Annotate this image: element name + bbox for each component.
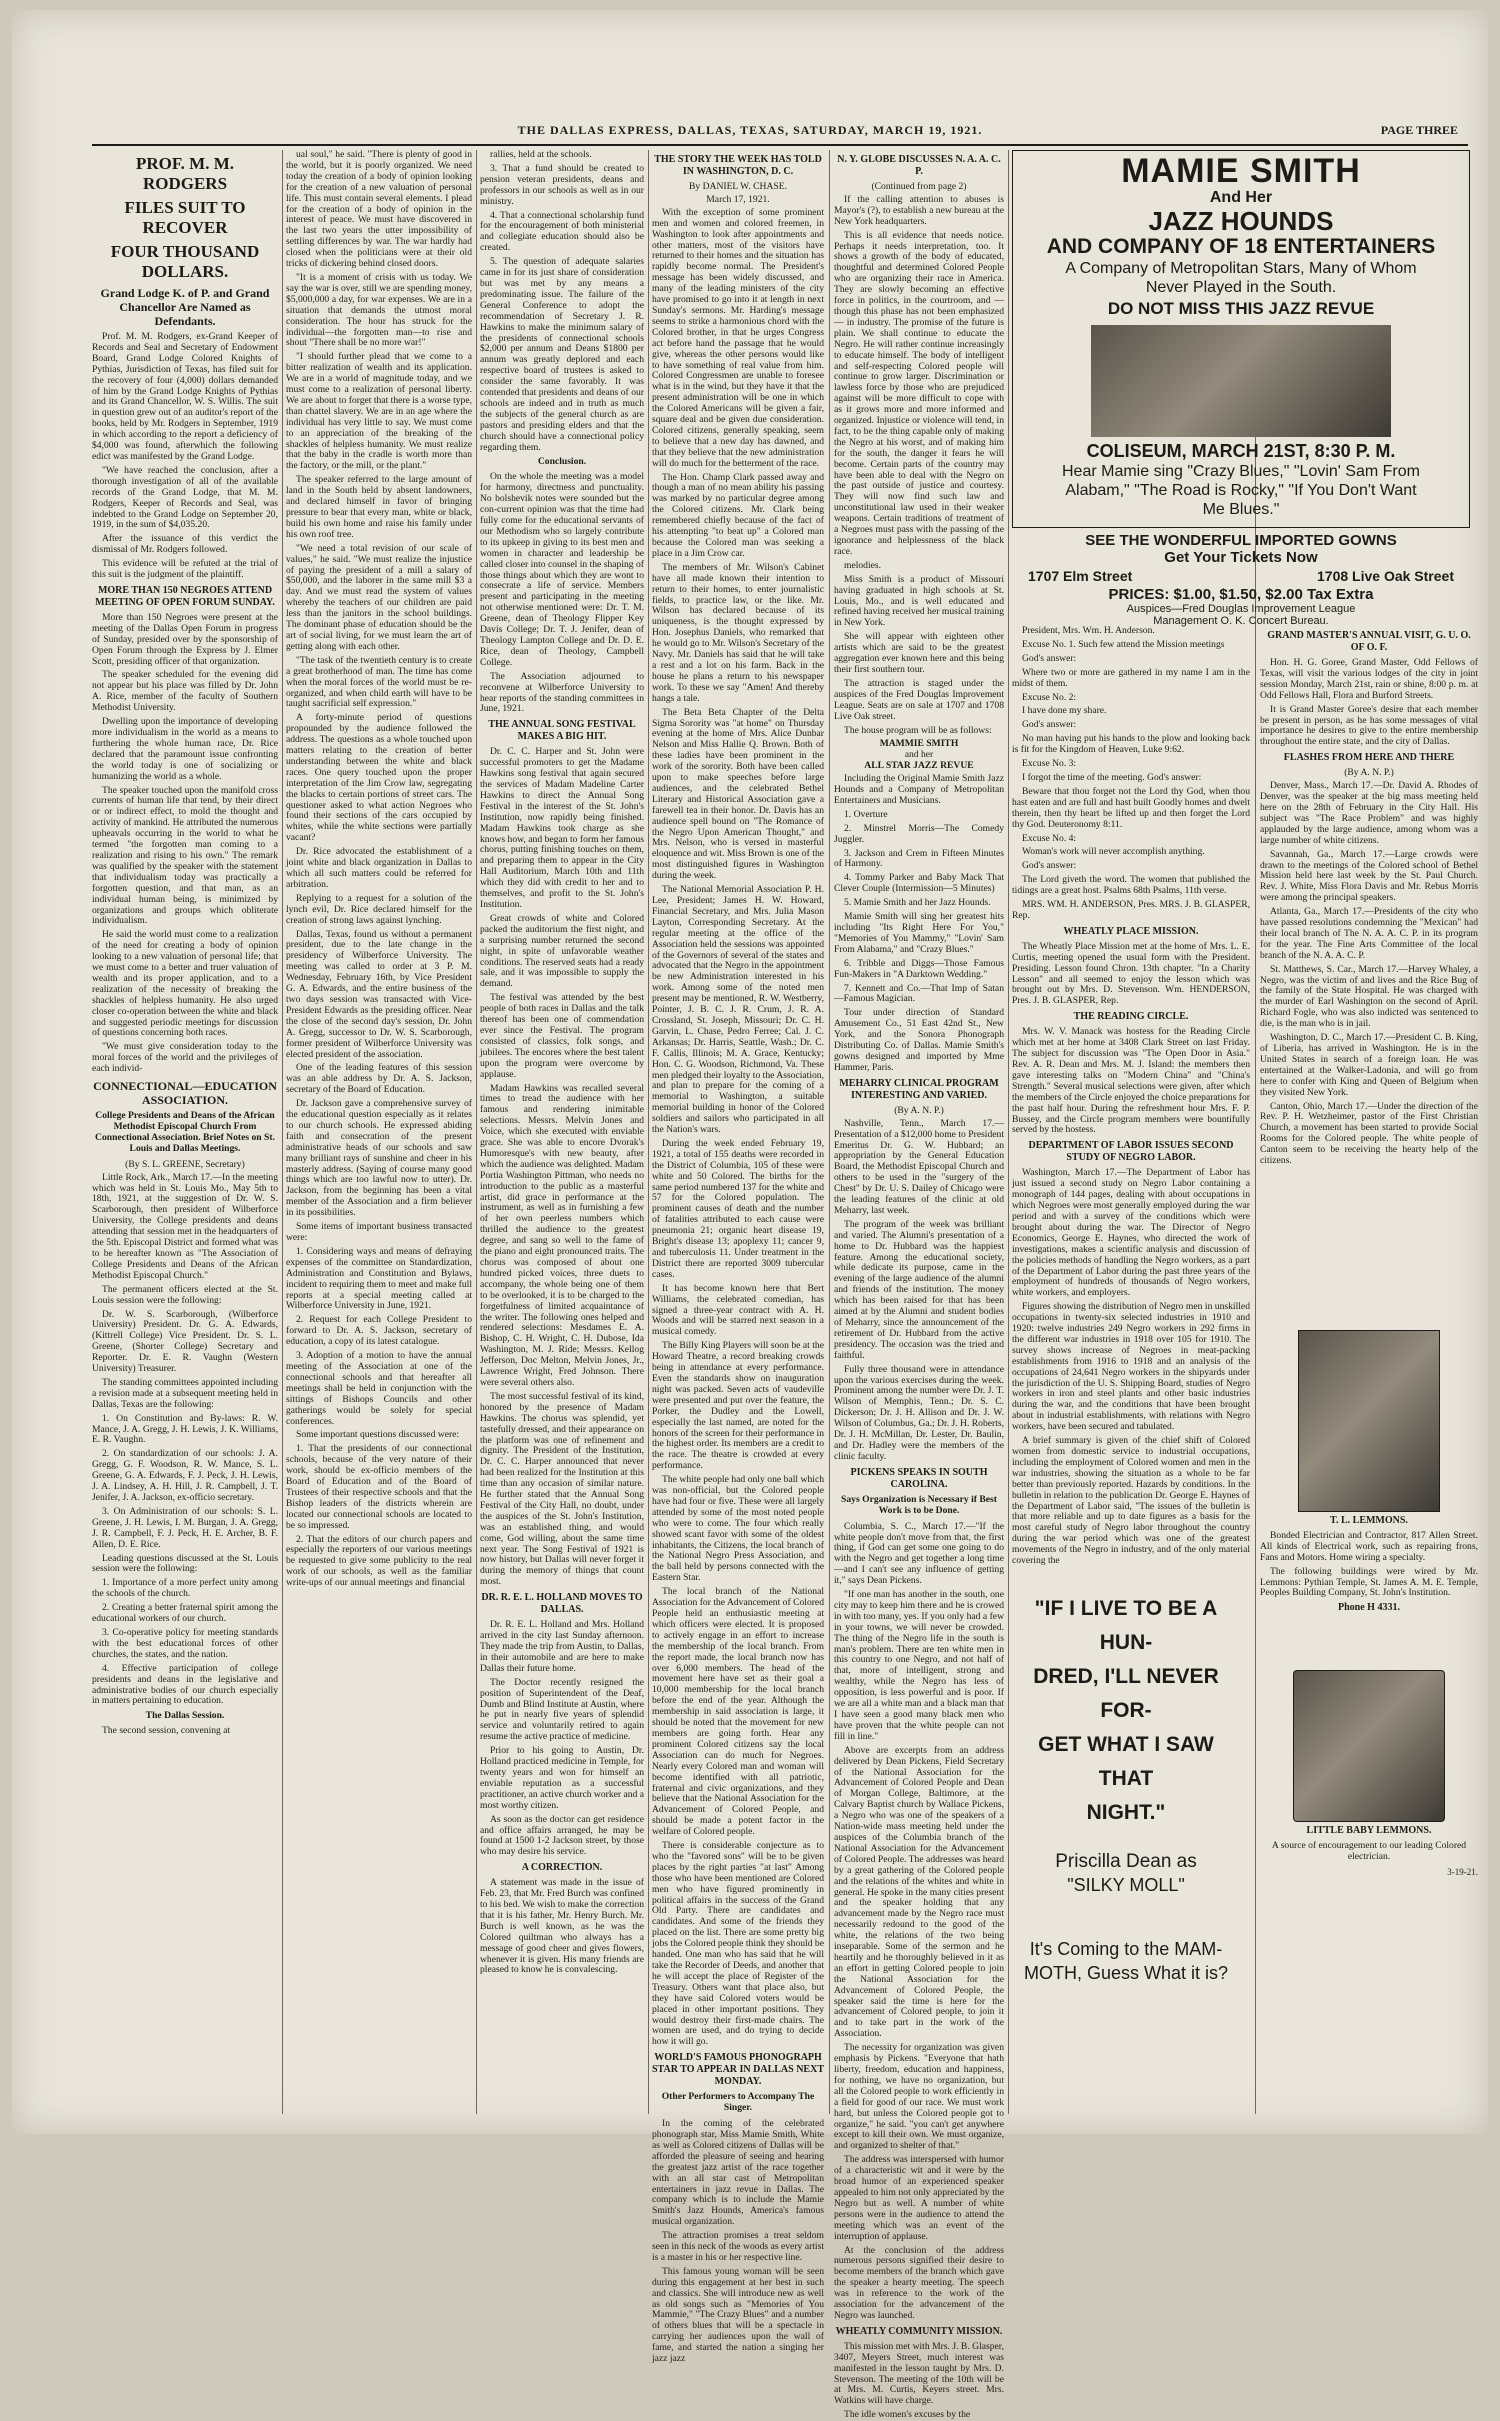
masthead-rule — [92, 144, 1468, 146]
paragraph: "We have reached the conclusion, after a thorough investigation of all of the available records of the Grand Lodge, that M. M. Rodgers, Keeper of Records and Seal, was indebted to the Grand Lodge on September 20, 1919, in the sum of $4,035.20. — [92, 464, 278, 531]
paragraph: I have done my share. — [1022, 705, 1107, 717]
headline: FILES SUIT TO RECOVER — [124, 198, 246, 237]
paragraph: The most successful festival of its kind, honored by the presence of Madam Hawkins. The chorus was splendid, yet tastefully dressed, and their appearance on the platform was one of refinement and dignity. The President of the Institution, Dr. C. C. Harper announced that never had been realized for the Institution at this time than any occasion of similar nature. He further stated that the Annual Song Festival of the City Hall, no doubt, under the auspices of the St. John's Institution, was an established thing, and would come, God willing, about the same time next year. The Song Festival of 1921 is now history, but Dallas will never forget it during the memory of things that count most. — [480, 1390, 644, 1588]
paragraph: During the week ended February 19, 1921, a total of 155 deaths were recorded in the District of Columbia, 105 of these were white and 50 Colored. The births for the same period numbered 137 for the white and 57 for the Colored population. The prominent causes of death and the number of fatalities attributed to each cause were pneumonia 21; organic heart disease 19, Bright's disease 13; apoplexy 11; cancer 9, and tuberculosis 11. Under treatment in the District there are reported 3009 tubercular cases. — [652, 1137, 824, 1280]
ad-songs: Me Blues." — [1202, 501, 1280, 518]
ad-coming: MOTH, Guess What it is? — [1023, 1963, 1229, 1983]
paragraph: Woman's work will never accomplish anything. — [1022, 846, 1205, 858]
paragraph: Prior to his going to Austin, Dr. Holland practiced medicine in Temple, for twenty years and won for himself an enviable reputation as a successful practitioner, an active church worker and a most worthy citizen. — [480, 1745, 644, 1811]
headline: PICKENS SPEAKS IN SOUTH CAROLINA. — [850, 1466, 988, 1490]
paragraph: 1. Importance of a more perfect unity among the schools of the church. — [92, 1577, 278, 1600]
headline: A CORRECTION. — [521, 1862, 603, 1874]
paragraph: The attraction promises a treat seldom seen in this neck of the woods as every artist is a master in his or her respective line. — [652, 2230, 824, 2263]
paragraph: The following buildings were wired by Mr. Lemmons: Pythian Temple, St. James A. M. E. Temple, Peoples Building Company, St. John's Institution. — [1260, 1565, 1478, 1599]
paragraph: "We must give consideration today to the moral forces of the world and the privileges of each individ- — [92, 1041, 278, 1075]
photo-caption: A source of encouragement to our leading Colored electrician. — [1271, 1839, 1467, 1862]
paragraph: The Doctor recently resigned the position of Superintendent of the Deaf, Dumb and Blind Institute at Austin, where he put in nearly five years of splendid service and voluntarily retired to again resume the active practice of medicine. — [480, 1676, 644, 1743]
subheadline: Grand Lodge K. of P. and Grand Chancellor Are Named as Defendants. — [100, 286, 270, 328]
continued-note: (Continued from page 2) — [871, 181, 967, 192]
paragraph: 4. Effective participation of college presidents and deans in the legislative and administrative bodies of our church especially in matters pertaining to education. — [92, 1662, 278, 1707]
subheadline: Says Organization is Necessary if Best Work is to be Done. — [841, 1493, 997, 1516]
ad-gowns: SEE THE WONDERFUL IMPORTED GOWNS — [1085, 532, 1397, 549]
paragraph: On the whole the meeting was a model for harmony, directness and punctuality. No bolshevik notes were sounded but the con-current opinion was that the time had fully come for the educational servants of our Methodism who so largely contribute to its upkeep in giving to its best men and women in character and leadership be called closer into counsel in the shaping of those things about which they are wont to consecrate a life of service. Members present and participating in the meeting not otherwise mentioned were: Dr. T. M. Greene, dean of Theology Flipper Key Davis College; Dr. T. J. Jenifer, dean of Theology Lampton College and Dr. D. E. Rice, dean of Theology, Campbell College. — [480, 471, 644, 668]
paragraph: Excuse No. 4: — [1022, 832, 1077, 844]
paragraph: MRS. WM. H. ANDERSON, Pres. MRS. J. B. GLASPER, Rep. — [1012, 899, 1250, 921]
headline: WHEATLY COMMUNITY MISSION. — [835, 2325, 1003, 2337]
paragraph: The necessity for organization was given emphasis by Pickens. "Everyone that hath liberty, freedom, education and happiness, for nothing, we have no organization, but all the Colored people to work efficiently in a field for good of our race. We must work hard, but unless the Colored people got to organize," he said. "you can't get anywhere except to kill their own. We must organize, and organized to shelter of that." — [834, 2042, 1004, 2152]
program-item: 4. Tommy Parker and Baby Mack That Clever Couple (Intermission—5 Minutes) — [834, 872, 1004, 895]
paragraph: Hon. H. G. Goree, Grand Master, Odd Fellows of Texas, will visit the various lodges of the city in joint session Monday, March 21st, rain or shine, 8:00 p. m. at Odd Fellows Hall, Flora and Burford Streets. — [1260, 657, 1478, 701]
paragraph: Mamie Smith will sing her greatest hits including "Its Right Here For You," "Memories of You Mammy," "Lovin' Sam From Alabama," and "Crazy Blues." — [834, 911, 1004, 955]
paragraph: 2. Creating a better fraternal spirit among the educational workers of our church. — [92, 1602, 278, 1625]
section-heading: Conclusion. — [537, 456, 587, 468]
byline: (By A. N. P.) — [894, 1104, 944, 1116]
dateline: March 17, 1921. — [706, 193, 770, 205]
paragraph: 3. On Administration of our schools: S. L. Greene, J. H. Lewis, I. M. Burgan, J. A. Gregg, J. R. Campbell, F. J. Peck, H. E. Archer, B. F. Allen, D. E. Rice. — [92, 1505, 278, 1550]
paragraph: "I should further plead that we come to a bitter realization of wealth and its application. We are in a world of magnitude today, and we must come to a realization of personal liberty. We are about to forget that there is a worse type, than chattel slavery. We are in an age where the individual has very little to say. We must come to an appreciation of the breaking of the shackles of helpless humanity. We must realize that the baby in the cradle is worth more than the factory, or the mill, or the plant." — [286, 351, 472, 472]
column-4 — [652, 150, 824, 2365]
headline: PROF. M. M. RODGERS — [135, 154, 235, 193]
ad-line: Never Played in the South. — [1145, 279, 1337, 296]
paragraph: St. Matthews, S. Car., March 17.—Harvey Whaley, a Negro, was the victim of and lives and the Rice Bug of the family of the State Hospital. He was charged with the murder of Earl Washington on the second of April. Richard Fogle, who was also indicted was sentenced to die, is the man who is in jail. — [1260, 963, 1478, 1030]
lemmons-section — [1260, 1326, 1478, 1656]
paragraph: With the exception of some prominent men and women and colored freemen, in Washington to look after appointments and other matters, most of the visitors have returned to their homes and the situation has rapidly become normal. The President's message has been widely discussed, and many of the leading ministers of the city have promised to go into it at length in next Sunday's sermons. Mr. Harding's message seems to strike a harmonious chord with the Colored brother, in that he urges Congress act before hand the passage that he would give, whereas the other persons would like to have something of real value from him. Colored Congressmen are unable to foresee what is in the wind, but they have it that the present administration will be one in which the Colored Americans will be given a fair, square deal and be given due consideration. Colored citizens, generally speaking, seem to believe that a new day has dawned, and that they believe that the new administration will do much for the betterment of the race. — [652, 206, 824, 469]
paragraph: 3. Adoption of a motion to have the annual meeting of the Association at one of the connectional schools and that hereafter all meetings shall be held in conjunction with the sittings of Bishops Councils and other gatherings would be solely for special conferences. — [286, 1350, 472, 1427]
ad-quote-line: NIGHT." — [1086, 1801, 1166, 1824]
program-item: 1. Overture — [844, 808, 888, 820]
paragraph: President, Mrs. Wm. H. Anderson. — [1022, 625, 1155, 636]
paragraph: The Association adjourned to reconvene at Wilberforce University to hear reports of the standing committees in June, 1921. — [480, 670, 644, 715]
ad-headline: MAMIE SMITH — [1121, 152, 1361, 190]
paragraph: "The task of the twentieth century is to create a great brotherhood of man. The time has come when the moral forces of the world must be re-organized, and when child earth will have to be taught sacrificial self expression." — [286, 654, 472, 710]
paragraph: I forgot the time of the meeting. God's answer: — [1022, 771, 1202, 783]
paragraph: Figures showing the distribution of Negro men in unskilled occupations in twenty-six selected industries in 1910 and 1920: twelve industries 249 Negro workers in 292 firms in the different war industries in 1918 over 105 for 1910. The survey shows increase of Negroes in meat-packing establishments from 1916 to 1918 and an analysis of the occupations of 24,641 Negro workers in the shipyards under the jurisdiction of the U. S. Shipping Board, studies of Negro workers in iron and steel plants and other basic industries during the war, and the conditions that have been brought about in industrial establishments, with relations with Negro workers, have been secured and tabulated. — [1012, 1301, 1250, 1433]
paragraph: Washington, March 17.—The Department of Labor has just issued a second study on Negro Labor containing a monograph of 144 pages, dealing with about occupations in which Negroes were most generally employed during the war period and with a survey of the conditions which were brought about during the war. The Director of Negro Economics, George E. Haynes, who directed the work of investigations, makes a scientific analysis and discussion of the policies methods of handling the Negro workers, as a part of the Department of Labor during the past three years of the employment of hundreds of thousands of Negro workers, white workers, and employers. — [1012, 1167, 1250, 1299]
byline: (By A. N. P.) — [1344, 767, 1394, 779]
ad-songs: Alabam," "The Road is Rocky," "If You Don't Want — [1065, 482, 1417, 499]
paragraph: God's answer: — [1022, 719, 1077, 731]
ad-quote-line: DRED, I'LL NEVER FOR- — [1033, 1665, 1219, 1722]
ad-venue: COLISEUM, MARCH 21ST, 8:30 P. M. — [1086, 441, 1396, 461]
paragraph: More than 150 Negroes were present at the meeting of the Dallas Open Forum in progress of Sunday, presided over by the sponsorship of Open Forum through the Express by J. Elmer Scott, presiding officer of that organization. — [92, 611, 278, 667]
paragraph: It has become known here that Bert Williams, the celebrated comedian, has signed a three-year contract with A. H. Woods and will be starred next season in a musical comedy. — [652, 1282, 824, 1338]
paragraph: The permanent officers elected at the St. Louis session were the following: — [92, 1283, 278, 1306]
headline: N. Y. GLOBE DISCUSSES N. A. A. C. P. — [837, 154, 1001, 177]
ad-company: AND COMPANY OF 18 ENTERTAINERS — [1046, 235, 1436, 258]
paragraph: A brief summary is given of the chief shift of Colored women from domestic service to industrial occupations, including the employment of Colored women and men in the war industries, showing the situation as a whole to be far better than previously reported. Hazards by conditions. In the bulletin in relation to the publication Dr. George E. Haynes of the Department of Labor said, "The issues of the bulletin is that more reliable and up to date figures as a basis for the most careful study of Negro labor throughout the country during the war period which was one of the greatest movements of the Negro in industry, and of the only material covering the — [1012, 1435, 1250, 1567]
ad-address: 1707 Elm Street — [1028, 568, 1133, 584]
section-heading: The Dallas Session. — [145, 1710, 225, 1722]
program-heading: MAMMIE SMITH — [879, 738, 959, 750]
page-number: PAGE THREE — [1380, 123, 1458, 137]
phone-number: Phone H 4331. — [1338, 1602, 1400, 1614]
paragraph: No man having put his hands to the plow and looking back is fit for the Kingdom of Heaven, Luke 9:62. — [1012, 733, 1250, 756]
ad-tickets: Get Your Tickets Now — [1164, 549, 1318, 566]
paragraph: The Wheatly Place Mission met at the home of Mrs. L. E. Curtis, meeting opened the usual form with the President. Presiding. Lesson found Chron. 13th chapter. "In a Charity Lesson" and all seemed to enjoy the lesson which was brought out by Mrs. D. Stevenson. Wm. HENDERSON, Pres. J. B. GLASPER, Rep. — [1012, 940, 1250, 1007]
paragraph: At the conclusion of the address numerous persons signified their desire to become members of the branch which gave the speaker a hearty meeting. The speech was in reference to the work of the association for the advancement of the Negro was launched. — [834, 2244, 1004, 2321]
headline: WORLD'S FAMOUS PHONOGRAPH STAR TO APPEAR IN DALLAS NEXT MONDAY. — [652, 2052, 824, 2088]
photo-caption: T. L. LEMMONS. — [1330, 1515, 1408, 1526]
paragraph: Denver, Mass., March 17.—Dr. David A. Rhodes of Denver, was the speaker at the big mass meeting held here on the 28th of February in the City Hall. His subject was "The Race Problem" and was highly applauded by the large audience, among whom was a large number of white citizens. — [1260, 780, 1478, 846]
paragraph: Dr. Rice advocated the establishment of a joint white and black organization in Dallas to which all such matters could be referred for arbitration. — [286, 846, 472, 890]
ad-auspices: Auspices—Fred Douglas Improvement League — [1126, 603, 1356, 615]
lemmons-portrait-photo — [1298, 1330, 1440, 1512]
paragraph: Excuse No. 2: — [1022, 691, 1077, 703]
paragraph: This mission met with Mrs. J. B. Glasper, 3407, Meyers Street, much interest was manifested in the lesson taught by Mrs. D. Stevenson. The meeting of the 10th will be at Mrs. M. Curtis, Keyers street. Mrs. Watkins will have charge. — [834, 2340, 1004, 2407]
headline: THE STORY THE WEEK HAS TOLD IN WASHINGTON, D. C. — [654, 154, 822, 177]
column-divider — [648, 150, 649, 2114]
baby-lemmons-section — [1260, 1666, 1478, 1912]
paragraph: The idle women's excuses by the — [844, 2409, 971, 2421]
ad-management: Management O. K. Concert Bureau. — [1153, 615, 1329, 627]
paragraph: 1. On Constitution and By-laws: R. W. Mance, J. A. Gregg, J. H. Lewis, J. K. Williams, E. R. Vaughn. — [92, 1412, 278, 1446]
paragraph: 1. That the presidents of our connectional schools, because of the very nature of their work, should be ex-officio members of the Board of Education and of the Board of Trustees of their respective schools and that the Bishop leaders of the districts wherein are located our connectional schools are located to be so impressed. — [286, 1443, 472, 1531]
paragraph: The local branch of the National Association for the Advancement of Colored People held an enthusiastic meeting at which officers were elected. It is proposed to actively engage in an effort to increase the membership of the local branch. From the report made, the local branch now has over 6,000 members. The head of the movement here have set as their goal a 10,000 membership for the local branch before the end of the year. Although the membership in said association is large, it should be noted that the movement for new members are going forth. Hear any prominent Colored citizens say the local Association can do much for Negroes. Nearly every Colored man and woman will become identified with all patriotic, fraternal and civic organizations, and they believe that the National Association for the Advancement of Colored People, and should be made a potent factor in the welfare of Colored people. — [652, 1586, 824, 1838]
paragraph: If the calling attention to abuses is Mayor's (?), to establish a new bureau at the New York headquarters. — [834, 193, 1004, 227]
column-divider — [282, 150, 283, 2114]
paragraph: 5. The question of adequate salaries came in for its just share of consideration but was met by any means a predominating issue. The failure of the General Conference to adopt the recommendation of Secretary J. R. Hawkins to make the minimum salary of the presidents of connectional schools $2,000 per annum and Deans $1800 per annum was greatly deplored and each respective board of trustees is asked to consider the same favorably. It was contended that presidents and deans of our schools are indeed and in truth as much the subjects of the general church as are pastors and presiding elders and that the church should have a connectional policy regarding them. — [480, 256, 644, 453]
paragraph: Nashville, Tenn., March 17.—Presentation of a $12,000 home to President Emeritus Dr. G. W. Hubbard; an appropriation by the General Education Board, the Methodist Episcopal Church and others to be used in the "surgery of the Chest" by Dr. U. S. Dailey of Chicago were the leading features of the clinic at old Meharry, last week. — [834, 1117, 1004, 1216]
program-heading: ALL STAR JAZZ REVUE — [864, 760, 974, 772]
ad-actress: Priscilla Dean as — [1055, 1851, 1197, 1872]
program-item: 2. Minstrel Morris—The Comedy Juggler. — [834, 822, 1004, 845]
paragraph: Dallas, Texas, found us without a permanent president, due to the late change in the presidency of Wilberforce University. The meeting was called to order at 3 P. M. Wednesday, February 16th, by Vice President G. A. Edwards, and the entire business of the two days session was transacted with Vice-President Edwards as the presiding officer. Near the close of the second day's session, Dr. John A. Gregg, successor to Dr. W. S. Scarborough, former president of Wilberforce University was elected president of the association. — [286, 928, 472, 1060]
ad-address: 1708 Live Oak Street — [1317, 568, 1454, 584]
paragraph: Including the Original Mamie Smith Jazz Hounds and a Company of Metropolitan Entertainers and Musicians. — [834, 773, 1004, 806]
program-item: 3. Jackson and Crem in Fifteen Minutes of Harmony. — [834, 847, 1004, 870]
paragraph: 1. Considering ways and means of defraying expenses of the committee on Standardization, Administration and Constitution and Bylaws, incident to requiring them to meet and make full reports at a special meeting called at Wilberforce University in June, 1921. — [286, 1245, 472, 1312]
subheadline: College Presidents and Deans of the African Methodist Episcopal Church From Connectional Association. Brief Notes on St. Louis and Dallas Meetings. — [95, 1110, 275, 1154]
byline: (By S. L. GREENE, Secretary) — [125, 1158, 245, 1170]
paragraph: Beware that thou forget not the Lord thy God, when thou hast eaten and are full and hast built Goodly homes and dwelt therein, then thy heart be lifted up and then forget the Lord thy God. Deuteronomy 8:11. — [1012, 785, 1250, 830]
ad-code: 3-19-21. — [1447, 1866, 1478, 1877]
paragraph: Dwelling upon the importance of developing more individualism in the world as a means to furthering the whole human race, Dr. Rice declared that the paramount issue confronting the world today is one of socializing or humanizing the world as a whole. — [92, 716, 278, 782]
paragraph: Bonded Electrician and Contractor, 817 Allen Street. All kinds of Electrical work, such as repairing frons, Fans and Motors. Home wiring a specialty. — [1260, 1529, 1478, 1563]
ad-and-her: And Her — [1209, 189, 1273, 206]
ad-quote-line: "IF I LIVE TO BE A HUN- — [1034, 1597, 1218, 1654]
photo-caption: LITTLE BABY LEMMONS. — [1306, 1825, 1432, 1836]
paragraph: Miss Smith is a product of Missouri having graduated in high schools at St. Louis, Mo., and is well educated and refined having received her musical training in New York. — [834, 573, 1004, 629]
program-item: 7. Kennett and Co.—That Imp of Satan—Famous Magician. — [834, 982, 1004, 1005]
paragraph: In the coming of the celebrated phonograph star, Miss Mamie Smith, White as well as Colored citizens of Dallas will be afforded the pleasure of seeing and hearing the greatest jazz artist of the race together with an all star cast of Metropolitan entertainers in jazz revue in Dallas. The company which is to include the Mamie Smith's Jazz Hounds, America's famous musical organization. — [652, 2118, 824, 2228]
masthead — [12, 10, 1488, 142]
paragraph: Leading questions discussed at the St. Louis session were the following: — [92, 1552, 278, 1575]
paragraph: A forty-minute period of questions propounded by the audience followed the address. The questions as a whole touched upon matters relating to the creation of better understanding between the white and black races. One query touched upon the proper interpretation of the Jim Crow law, segregating the blacks to certain portions of street cars. The questioner asked to what action Negroes who found their sections of the cars occupied by whites, while the white sections were partially vacant? — [286, 712, 472, 844]
paragraph: The program of the week was brilliant and varied. The Alumni's presentation of a home to Dr. Hubbard was the happiest feature. Among the educational society, while dedicate its purpose, came in the evening of the large audience of the alumni and friends of the institution. The money which has been raised for that has been aimed at by the Alumni and student bodies of Meharry, since the announcement of the retirement of Dr. Hubbard from the active presidency. The occasion was the tried and faithful. — [834, 1218, 1004, 1361]
paragraph: Dr. W. S. Scarborough, (Wilberforce University) President. Dr. G. A. Edwards, (Kittrell College) Vice President. Dr. S. L. Greene, (Shorter College) Secretary and Reporter. Dr. E. R. Vaughn (Western University) Treasurer. — [92, 1308, 278, 1375]
column-3 — [480, 150, 644, 2114]
paragraph: melodies. — [844, 559, 882, 571]
paragraph: 3. Co-operative policy for meeting standards with the best educational forces of other churches, the states, and the nation. — [92, 1626, 278, 1660]
paragraph: rallies, held at the schools. — [490, 149, 592, 160]
paragraph: Some items of important business transacted were: — [286, 1221, 472, 1243]
headline: FLASHES FROM HERE AND THERE — [1283, 752, 1455, 764]
byline: By DANIEL W. CHASE. — [689, 181, 787, 192]
paragraph: He said the world must come to a realization of the need for creating a body of opinion looking to a new valuation of personal life; that we must come to a better and truer valuation of wealth and its proper application, and to a realization of the necessity of breaking the shackles of helpless humanity. He also urged closer co-operation between the white and black and suggested periodic meetings for discussion of questions concerning both races. — [92, 929, 278, 1039]
paragraph: It is Grand Master Goree's desire that each member be present in person, as he has some messages of vital importance he desires to give to the entire membership throughout the entire state, and the city of Dallas. — [1260, 703, 1478, 748]
paragraph: Little Rock, Ark., March 17.—In the meeting which was held in St. Louis Mo., May 5th to 18th, 1921, at the suggestion of Dr. W. S. Scarborough, then president of Wilberforce University, the College presidents and deans attending that session met in the headquarters of the 5th. Episcopal District and formed what was to be hereafter known as "The Association of College Presidents and Deans of the African Methodist Episcopal Church." — [92, 1171, 278, 1281]
program-item: 6. Tribble and Diggs—Those Famous Fun-Makers in "A Darktown Wedding." — [834, 957, 1004, 980]
ad-songs: Hear Mamie sing "Crazy Blues," "Lovin' Sam From — [1062, 463, 1420, 480]
paragraph: Replying to a request for a solution of the lynch evil, Dr. Rice declared himself for the creation of strong laws against lynching. — [286, 892, 472, 926]
headline: CONNECTIONAL—EDUCATION ASSOCIATION. — [93, 1079, 277, 1108]
headline: GRAND MASTER'S ANNUAL VISIT, G. U. O. OF O. F. — [1267, 630, 1471, 653]
paragraph: This famous young woman will be seen during this engagement at her best in such and classics. She will introduce new as well as old songs such as "Memories of You Mammie," "The Crazy Blues" and a number of others blues that will be a spectacle in carrying her audiences upon the wall of fame, and started the nation a singing her jazz jazz — [652, 2265, 824, 2365]
ad-line: A Company of Metropolitan Stars, Many of Whom — [1065, 260, 1417, 277]
paragraph: Canton, Ohio, March 17.—Under the direction of the Rev. P. H. Wetzheimer, pastor of the First Christian Church, a movement has been started to provide Social Rooms for the Colored people. The white people of Canton seem to be receiving the hearty help of the citizens. — [1260, 1100, 1478, 1167]
paragraph: The standing committees appointed including a revision made at a subsequent meeting held in Dallas, Texas are the following: — [92, 1376, 278, 1410]
paragraph: There is considerable conjecture as to who the "favored sons" will be to be given places by the right parties "at last" Among those who have been mentioned are Colored men who have figured prominently in political affairs in the success of the Grand Old Party. There are candidates and candidates. And some of the friends they placed on the list. There are some pretty big jobs the Colored people think they should be handed. One man who has said that he will take the Recorder of Deeds, and another that he will accept the place of Register of the Treasury. Others want that place also, but they have said Colored voters would be placed in other important positions. They would destroy their first-made chairs. The women are used, and do trying to decide how it will go. — [652, 1840, 824, 2048]
paragraph: After the issuance of this verdict the dismissal of Mr. Rodgers followed. — [92, 533, 278, 556]
silky-moll-advertisement — [1012, 1592, 1240, 1983]
paragraph: 2. Request for each College President to forward to Dr. A. S. Jackson, secretary of education, a copy of its latest catalogue. — [286, 1314, 472, 1348]
subheadline: Other Performers to Accompany The Singer. — [661, 2091, 815, 2114]
ad-quote-line: GET WHAT I SAW THAT — [1038, 1733, 1214, 1790]
paragraph: The attraction is staged under the auspices of the Fred Douglas Improvement League. Seats are on sale at 1707 and 1708 Live Oak street. — [834, 677, 1004, 722]
paragraph: As soon as the doctor can get residence and office affairs arranged, he may be found at 1500 1-2 Jackson street, by those who may desire his service. — [480, 1813, 644, 1858]
paragraph: Prof. M. M. Rodgers, ex-Grand Keeper of Records and Seal and Secretary of Endowment Board, Grand Lodge Colored Knights of Pythias, Jurisdiction of Texas, has filed suit for the recovery of four (4,000) dollars demanded of him by the Grand Lodge Knights of Pythias and its Grand Chancellor, W. S. Willis. The suit in question grew out of an auditor's report of the books, held by Mr. Rodgers in September, 1919 in which according to the report a deficiency of $4,000 was found, afterwhich the following edict was manifested by the Grand Lodge. — [92, 331, 278, 462]
paragraph: Washington, D. C., March 17.—President C. B. King, of Liberia, has arrived in Washington. He is in the United States in search of a foreign loan. He was entertained at the Walker-Ladonia, and will go from here to confer with King and Queen of Belgium when they visited New York. — [1260, 1032, 1478, 1098]
paragraph: Great crowds of white and Colored packed the auditorium the first night, and a surprising number returned the second night, in spite of unfavorable weather conditions. The reserved seats had a ready sale, and it was impossible to supply the demand. — [480, 912, 644, 990]
paragraph: The speaker scheduled for the evening did not appear but his place was filled by Dr. John A. Rice, member of the faculty of Southern Methodist University. — [92, 669, 278, 714]
paragraph: "It is a moment of crisis with us today. We say the war is over, still we are spending money, $5,000,000 a day, for war expenses. We are in a situation that demands the utmost moral consideration. The hour has struck for the individual—the forgotten man—to rise and shout "There shall be no more war!" — [286, 271, 472, 349]
paragraph: One of the leading features of this session was an able address by Dr. A. S. Jackson, secretary of the Board of Education. — [286, 1062, 472, 1096]
headline: THE ANNUAL SONG FESTIVAL MAKES A BIG HIT. — [488, 719, 636, 743]
baby-photo — [1293, 1670, 1445, 1822]
ad-coming: It's Coming to the MAM- — [1029, 1939, 1223, 1959]
paragraph: Fully three thousand were in attendance upon the various exercises during the week. Prominent among the number were Dr. J. T. Wilson of Memphis, Tenn.; Dr. S. C. Dickerson; Dr. J. H. Allison and Dr. J. W. Wilson of Columbus, Ga.; Dr. J. H. Roberts, Dr. J. H. McMillan, Dr. Lester, Dr. Baulin, and Dr. Hadley were the members of the clinic faculty. — [834, 1363, 1004, 1462]
paragraph: The house program will be as follows: — [844, 724, 992, 736]
paragraph: 2. That the editors of our church papers and especially the reporters of our various meetings be requested to give some publicity to the real work of our schools, as well as the familiar write-ups of our annual meetings and financial — [286, 1533, 472, 1589]
paragraph: Where two or more are gathered in my name I am in the midst of them. — [1012, 666, 1250, 689]
paragraph: God's answer: — [1022, 860, 1077, 872]
headline: DR. R. E. L. HOLLAND MOVES TO DALLAS. — [481, 1592, 643, 1616]
masthead-line: THE DALLAS EXPRESS, DALLAS, TEXAS, SATURDAY, MARCH 19, 1921. — [517, 123, 983, 137]
paragraph: Tour under direction of Standard Amusement Co., 51 East 42nd St., New York, and the Sonora Phonograph Distributing Co. of Dallas. Mamie Smith's gowns designed and imported by Mme Hammer, Paris. — [834, 1007, 1004, 1073]
paragraph: Madam Hawkins was recalled several times to tread the audience with her famous and rendering inimitable selections. Messrs. Melvin Jones and Voice, which she executed with enviable grace. She was able to encore Dvorak's Humoresque's with new beauty, after which the audience was delighted. Madam Portia Washington Pittman, who needs no introduction to the public as a masterful artist, did grace in performance at the instrument, as well as in furnishing a few of her own peerless numbers which thrilled the audience to the greatest degree, and sang so well to the fame of the piano and eight pronounced traits. The chorus was composed of about one hundred picked voices, three duets to accompany, the whole being one of them to be overlooked, it is to be charged to the forgetfulness of limited acquaintance of the writer. The following ones helped and rendered selections: Mesdames E. A. Bishop, C. H. Wright, C. H. Dubose, Ida Washington, M. J. Ride; Messrs. Kellog Jefferson, Doc Melton, Melvin Jones, Jr., Lawrence Wright, Fred Johnson. There were several others also. — [480, 1082, 644, 1388]
program-heading: and her — [904, 749, 934, 761]
paragraph: Above are excerpts from an address delivered by Dean Pickens, Field Secretary of the National Association for the Advancement of Colored People and Dean of Morgan College, Baltimore, at the Calvary Baptist church by Wallace Pickens, a Negro who was one of the speakers of a Nation-wide mass meeting held under the auspices of the Columbia branch of the National Association for the Advancement of Colored People. The addresses was heard by a great gathering of the Colored people and the relations of the whites and white in general. He spoke in the many cities present and the speaker holding that any advancement made by the Negro race must necessarily redound to the good of the white, the relations of the two being inseparable. Some of the sermon and he heartily and he thoroughly believed in it as an effort in getting Colored people to join the National Association for the Advancement of Colored People, the speaker said the time is here for the advancement of Colored people, to join it and to take part in the work of the Association. — [834, 1744, 1004, 2040]
paragraph: Dr. C. C. Harper and St. John were successful promoters to get the Madame Hawkins song festival that again secured the services of Madam Madeline Carter Hawkins to direct the Annual Song Festival in the interest of the St. John's Institution, now rapidly being finished. Madam Hawkins took charge as she knows how, and began to form her famous chorus, putting finishing touches on them, and preparing them to appear in the City Hall Auditorium, March 10th and 11th which they did with credit to her and to themselves, and profit to the St. John's Institution. — [480, 746, 644, 910]
headline: FOUR THOUSAND DOLLARS. — [110, 242, 260, 281]
paragraph: The Hon. Champ Clark passed away and though a man of no mean ability his passing was marked by no particular degree among the Colored citizens. Mr. Clark being remembered chiefly because of the fact of his attempting "to beat up" a Colored man because the Colored man was seeking a place in a Jim Crow car. — [652, 471, 824, 559]
headline: THE READING CIRCLE. — [1073, 1011, 1189, 1023]
paragraph: 3. That a fund should be created to pension veteran presidents, deans and professors in our schools as well as in our ministry. — [480, 162, 644, 207]
paragraph: The festival was attended by the best people of both races in Dallas and the talk thereof has been one of commendation ever since the Festival. The program consisted of classics, folk songs, and jubilees. The encores where the best talent upon the program were overcome by applause. — [480, 992, 644, 1080]
paragraph: 4. That a connectional scholarship fund for the encouragement of both ministerial and collegiate education should also be created. — [480, 209, 644, 254]
paragraph: The speaker touched upon the manifold cross currents of human life that tend, by their direct or or indirect effect, to mold the thought and activity of mankind. He attributed the numerous upheavals occurring in the world to what he termed "the forgotten man coming to a realization and rising to his own." The remark was qualified by the speaker with the statement that individualism today was practically a forgotten question, and that man, as an individual human being, is minimized by organizations and groups which obliterate individualism. — [92, 784, 278, 927]
paragraph: Excuse No. 3: — [1022, 758, 1077, 770]
headline: MEHARRY CLINICAL PROGRAM INTERESTING AND VARIED. — [839, 1077, 999, 1101]
column-2 — [286, 150, 472, 2114]
headline: DEPARTMENT OF LABOR ISSUES SECOND STUDY OF NEGRO LABOR. — [1028, 1140, 1234, 1164]
paragraph: The second session, convening at — [102, 1725, 231, 1737]
mamie-smith-advertisement — [1012, 150, 1470, 528]
ad-addresses — [1012, 566, 1470, 586]
ad-line: DO NOT MISS THIS JAZZ REVUE — [1107, 299, 1375, 318]
paragraph: The speaker referred to the large amount of land in the South held by absent landowners, and declared himself in favor of bringing pressure to bear that every man, white or black, build his own home and raise his family under his own roof tree. — [286, 474, 472, 540]
column-1 — [92, 150, 278, 2114]
paragraph: This is all evidence that needs notice. Perhaps it needs interpretation, too. It shows a growth of the body of educated, thoughtful and determined Colored People who are organizing their race in America. They are slowly becoming an effective force in politics, in the courtroom, and — though this phase has not been emphasized — in industry. The promise of the future is plain. We shall continue to educate the Negro. He will rather continue increasingly to educate himself. The body of intelligent and self-respecting Colored people will continue to grow larger. Discrimination or lawless force by those who are prejudiced against will be more difficult to cope with as it grows more and more informed and organized. Injustice or violence will tend, in fact, to be the thing capable only of making the Negro at his worst, and of making him for the south, the danger it fears he will become. Certain parts of the country may have been able to deal with the Negro on the past outside of justice and courtesy. They will now find such law and unconstitutional law used in their weaker weapons. Certain traditions of treatment of a Negroes must pass with the passing of the ignorance and helplessness of the black race. — [834, 229, 1004, 557]
paragraph: The National Memorial Association P. H. Lee, President; James H. W. Howard, Financial Secretary, and Mrs. Julia Mason Layton, Corresponding Secretary. At the regular meeting at the office of the Association held the sessions was appointed of the Governors of several of the states and advocated that the Negro in the appointment be new Administration interested in his work. Among some of the noted men present may be mentioned, R. W. Westberry, Pointer, J. B. C. J. R. Crum, J. R. A. Crossland, St. Joseph, Missouri; Dr. C. H. Garvin, L. Chase, Pedro Ferree; Cal. J. C. Arkansas; Dr. Harris, Seattle, Wash.; Dr. C. F. Callis, Illinois; M. A. Grace, Kentucky; Hon. C. G. Woodson, Richmond, Va. These men pledged their loyalty to the Association, and plan to prepare for the coming of a memorial to Washington, a suitable memorial building in honor of the Colored soldiers and sailors who participated in all the Nation's wars. — [652, 884, 824, 1136]
paragraph: The white people had only one ball which was non-official, but the Colored people have had four or five. These were all largely attended by some of the most noted people who were to come. The four which really showed scant favor with some of the oldest inhabitants, the Citizens, the local branch of the National Negro Press Association, and the ball held by persons connected with the Eastern Star. — [652, 1474, 824, 1584]
paragraph: The Billy King Players will soon be at the Howard Theatre, a record breaking crowds being in attendance at every performance. Even the standards show on inauguration night was packed. Seven acts of vaudeville were presented and put over the feature, the Porker, the Dudley and the Lowell, especially the last named, are noted for the honors of the screen for their performance in the highest order. Its members are a credit to the race. The theatre is crowded at every performance. — [652, 1340, 824, 1472]
program-item: 5. Mamie Smith and her Jazz Hounds. — [844, 897, 991, 909]
column-5 — [834, 150, 1004, 2421]
paragraph: Columbia, S. C., March 17.—"If the white people don't move from that, the first thing, if God can get some one going to do with the Negro and get together a long time—and I can't see any influence of getting it," says Dean Pickens. — [834, 1520, 1004, 1587]
ad-prices: PRICES: $1.00, $1.50, $2.00 Tax Extra — [1108, 586, 1374, 603]
band-photograph — [1091, 325, 1391, 437]
paragraph: 2. On standardization of our schools: J. A. Gregg, G. F. Woodson, R. W. Mance, S. L. Greene, G. A. Edwards, F. J. Peck, J. H. Lewis, J. A. Lindsey, A. H. Hill, J. R. Campbell, J. T. Jenifer, J. A. Jackson, ex-officio secretary. — [92, 1448, 278, 1503]
ad-film-title: "SILKY MOLL" — [1067, 1875, 1185, 1895]
paragraph: ual soul," he said. "There is plenty of good in the world, but it is poorly organized. We need today the creation of a body of opinion looking for the creation of a new valuation of personal life. This must contain several elements. I plead for the creation of a body of opinion in the interest of peace. We must have discovered in the last two years the utter impossibility of settling differences by war. The war hardly had closed when the politicians were at their old tricks of dickering behind closed doors. — [286, 149, 472, 270]
headline: WHEATLY PLACE MISSION. — [1063, 925, 1199, 937]
paragraph: The Beta Beta Chapter of the Delta Sigma Sorority was "at home" on Thursday evening at the home of Mrs. Alice Dunbar Nelson and Miss Hallie Q. Brown. Both of these ladies have been prominent in the work of the sorority. Both have been called upon to make speeches before large audiences, and the celebrated Bethel Literary and Historical Association gave a farewell tea in their honor. Dr. Davis has an audience spell bound on "The Romance of the Negro Upon American Thought," and Mrs. Nelson, who is versed in masterful eloquence and wit. Miss Brown is one of the most distinguished figures in Washington during the week. — [652, 706, 824, 882]
paragraph: The members of Mr. Wilson's Cabinet have all made known their intention to return to their homes, to enter journalistic fields, to practice law, or the like. Mr. Wilson has declared because of its uniqueness, is the thought expressed by Hon. Josephus Daniels, who remarked that he would go to Mr. Wilson's Secretary of the Navy. Mr. Daniels has said that he will take a rest and a lot on his farm. Back in the house he plans a return to his newspaper work. To these we say "Amen! And thereby hangs a tale. — [652, 561, 824, 704]
paragraph: A statement was made in the issue of Feb. 23, that Mr. Fred Burch was confined to his bed. We wish to make the correction that it is his father, Mr. Henry Burch. Mr. Burch is well known, as he was the Colored quiltman who always has a message of good cheer and gives flowers, whenever it is given. His many friends are pleased to know he is convalescing. — [480, 1877, 644, 1976]
paragraph: "If one man has another in the south, one city may to keep him there and he is crowed in with too many, yes. If you only had a few in your towns, we will never be crowded. The thing of the Negro life in the south is man's problem. There are ten white men in this country to one Negro, and not half of that, more of intelligent, strong and wealthy, while the Negro has less of opposition, is less powerful and is poor. If we are all a white man and a black man that I have seen a good many black men who have proven that the white people can not fill in line." — [834, 1589, 1004, 1742]
paragraph: Dr. Jackson gave a comprehensive survey of the educational question especially as it relates to our church schools. He expressed abiding faith and consecration of the present administrative heads of our schools and saw many brilliant rays of sunshine and cheer in his masterly address. (Saying of course many good things which are too lawful now to utter). Dr. Jackson, from the beginning has been a vital member of the Association and a firm believer in its possibilities. — [286, 1098, 472, 1219]
newspaper-page — [12, 10, 1488, 2421]
column-divider — [1008, 150, 1009, 2114]
paragraph: She will appear with eighteen other artists which are said to be the greatest aggregation ever known here and this being their first southern tour. — [834, 631, 1004, 675]
column-divider — [476, 150, 477, 2114]
paragraph: Mrs. W. V. Manack was hostess for the Reading Circle which met at her home at 3408 Clark Street on last Friday. The subject for discussion was "The Open Door in Asia." Rev. A. R. Dean and Mrs. M. J. Island: the members then gave interesting talks on "Modern China" and "China's Strength." Several musical selections were given, after which the members of the Circle enjoyed the choice preparations for the past half hour. During the refreshment hour Mrs. F. P. Bussey, and the Circle program members were bountifully served by the hostess. — [1012, 1026, 1250, 1136]
paragraph: Excuse No. 1. Such few attend the Mission meetings — [1022, 638, 1225, 650]
paragraph: "We need a total revision of our scale of values," he said. "We must realize the injustice of paying the president of a mill a salary of $50,000, and the laborer in the same mill $3 a day. And we must read the system of values whereby the teachers of our children are paid less than the janitors in the school buildings. The dominant phase of education should be the art of social living, for we must learn the art of getting along with each other. — [286, 542, 472, 652]
column-divider — [829, 150, 830, 2114]
paragraph: God's answer: — [1022, 652, 1077, 664]
paragraph: The Lord giveth the word. The women that published the tidings are a great host. Psalms 68th Psalms, 11th verse. — [1012, 874, 1250, 897]
paragraph: Dr. R. E. L. Holland and Mrs. Holland arrived in the city last Sunday afternoon. They made the trip from Austin, to Dallas, in their automobile and are here to make Dallas their future home. — [480, 1619, 644, 1674]
paragraph: This evidence will be refuted at the trial of this suit is the judgment of the plaintiff. — [92, 558, 278, 581]
paragraph: Some important questions discussed were: — [296, 1429, 460, 1441]
paragraph: The address was interspersed with humor of a characteristic wit and it were by the broad humor of an experienced speaker appealed to him not only appreciated by the Negro but as well. A number of white persons were in the audience to attend the meeting which was an event of the interruption of applause. — [834, 2154, 1004, 2242]
headline: MORE THAN 150 NEGROES ATTEND MEETING OF OPEN FORUM SUNDAY. — [95, 584, 275, 608]
paragraph: Savannah, Ga., March 17.—Large crowds were drawn to the meetings of the Colored school of Bethel Mission held here last week by the St. Paul Church. Rev. J. White, Miss Flora Davis and Mr. Rebus Morris were among the principal speakers. — [1260, 848, 1478, 904]
paragraph: Atlanta, Ga., March 17.—Presidents of the city who have passed resolutions condemning the "Mexican" had their local branch of The N. A. A. C. P. in its program for the year. The Fine Arts Committee of the local branch of the N. A. A. C. P. — [1260, 906, 1478, 961]
ad-jazz-hounds: JAZZ HOUNDS — [1148, 206, 1334, 236]
